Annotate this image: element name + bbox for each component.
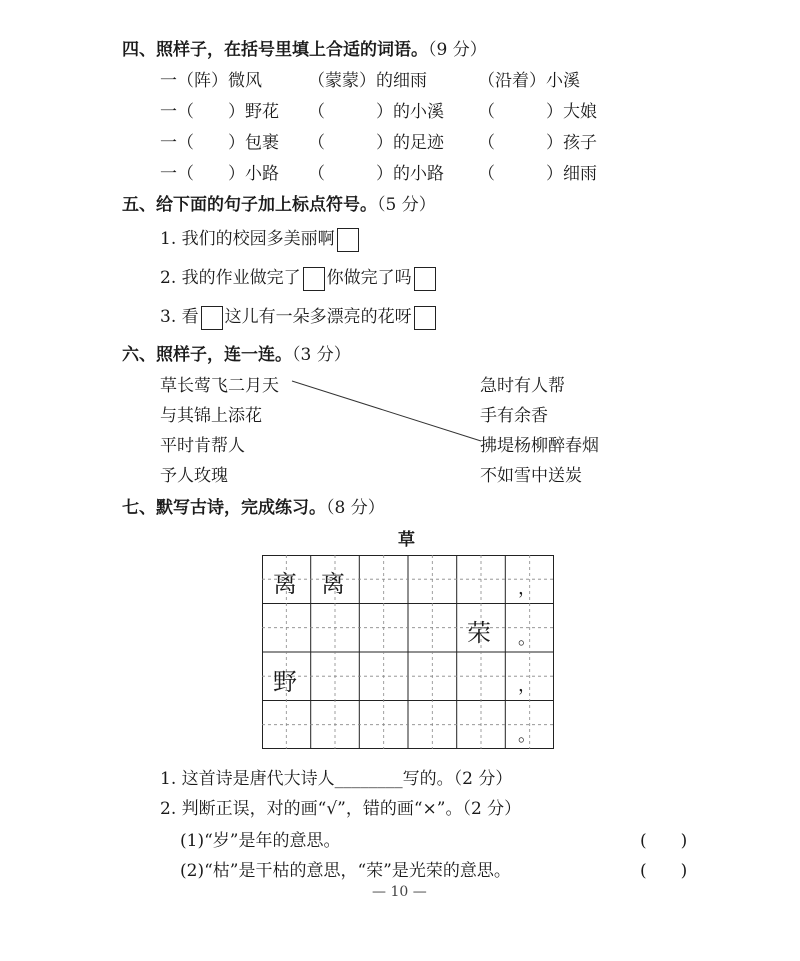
sec5-q2-text-b: 你做完了吗: [326, 268, 412, 288]
grid-char-r1c1: 离: [273, 570, 297, 598]
grid-punct-r3: ，: [518, 675, 536, 696]
sec4-r1-c1: 一（阵）微风: [160, 71, 262, 91]
grid-char-r1c2: 离: [321, 570, 345, 598]
grid-lines: [262, 555, 554, 749]
poem-title: 草: [398, 530, 415, 550]
page-number: — 10 —: [372, 884, 427, 900]
writing-grid[interactable]: [262, 555, 554, 749]
section-4-points: （9 分）: [428, 40, 487, 60]
sec6-right-2[interactable]: 手有余香: [480, 406, 548, 426]
sec7-q2: 2. 判断正误，对的画“√”，错的画“×”。（2 分）: [160, 799, 522, 819]
sec4-r2-c1: 一（ ）野花: [160, 102, 279, 122]
sec5-q3-text-a: 3. 看: [160, 307, 199, 327]
sec4-r2-c3: （ ）大娘: [478, 102, 597, 122]
answer-paren-2[interactable]: ( ): [640, 861, 688, 881]
grid-char-r3c1: 野: [273, 668, 297, 696]
sec5-q2-text-a: 2. 我的作业做完了: [160, 268, 301, 288]
section-7-points: （8 分）: [326, 498, 385, 518]
grid-punct-r1: ，: [518, 578, 536, 599]
section-7-heading: [122, 493, 385, 518]
sec7-q2-item-1: (1)“岁”是年的意思。: [180, 831, 341, 851]
sec6-left-3[interactable]: 平时肯帮人: [160, 436, 245, 456]
section-5-points: （5 分）: [377, 195, 436, 215]
sec4-r3-c2: （ ）的足迹: [308, 133, 444, 153]
sec6-left-1[interactable]: 草长莺飞二月天: [160, 376, 279, 396]
section-6-points: （3 分）: [292, 345, 351, 365]
sec6-right-3[interactable]: 拂堤杨柳醉春烟: [480, 436, 599, 456]
answer-paren-1[interactable]: ( ): [640, 831, 688, 851]
sec4-r4-c2: （ ）的小路: [308, 164, 444, 184]
section-6-title: 六、照样子，连一连。: [122, 345, 292, 365]
sec7-q1[interactable]: 1. 这首诗是唐代大诗人________写的。（2 分）: [160, 769, 513, 789]
sec4-r4-c3: （ ）细雨: [478, 164, 597, 184]
sec4-r1-c2: （蒙蒙）的细雨: [308, 71, 427, 91]
sec7-q2-item-2: (2)“枯”是干枯的意思，“荣”是光荣的意思。: [180, 861, 511, 881]
sec6-right-4[interactable]: 不如雪中送炭: [480, 466, 582, 486]
grid-punct-r4: 。: [518, 725, 536, 746]
sec6-left-2[interactable]: 与其锦上添花: [160, 406, 262, 426]
sec4-r3-c3: （ ）孩子: [478, 133, 597, 153]
sec4-r1-c3: （沿着）小溪: [478, 71, 580, 91]
sec4-r4-c1: 一（ ）小路: [160, 164, 279, 184]
section-7-title: 七、默写古诗，完成练习。: [122, 498, 326, 518]
sec4-r3-c1: 一（ ）包裹: [160, 133, 279, 153]
sec6-left-4[interactable]: 予人玫瑰: [160, 466, 228, 486]
sec5-q1-text: 1. 我们的校园多美丽啊: [160, 229, 335, 249]
section-4-title: 四、照样子，在括号里填上合适的词语。: [122, 40, 428, 60]
sec4-r2-c2: （ ）的小溪: [308, 102, 444, 122]
sec5-q3-text-b: 这儿有一朵多漂亮的花呀: [224, 307, 412, 327]
grid-punct-r2: 。: [518, 628, 536, 649]
sec6-right-1[interactable]: 急时有人帮: [480, 376, 565, 396]
section-5-title: 五、给下面的句子加上标点符号。: [122, 195, 377, 215]
grid-char-r2c5: 荣: [467, 619, 491, 647]
